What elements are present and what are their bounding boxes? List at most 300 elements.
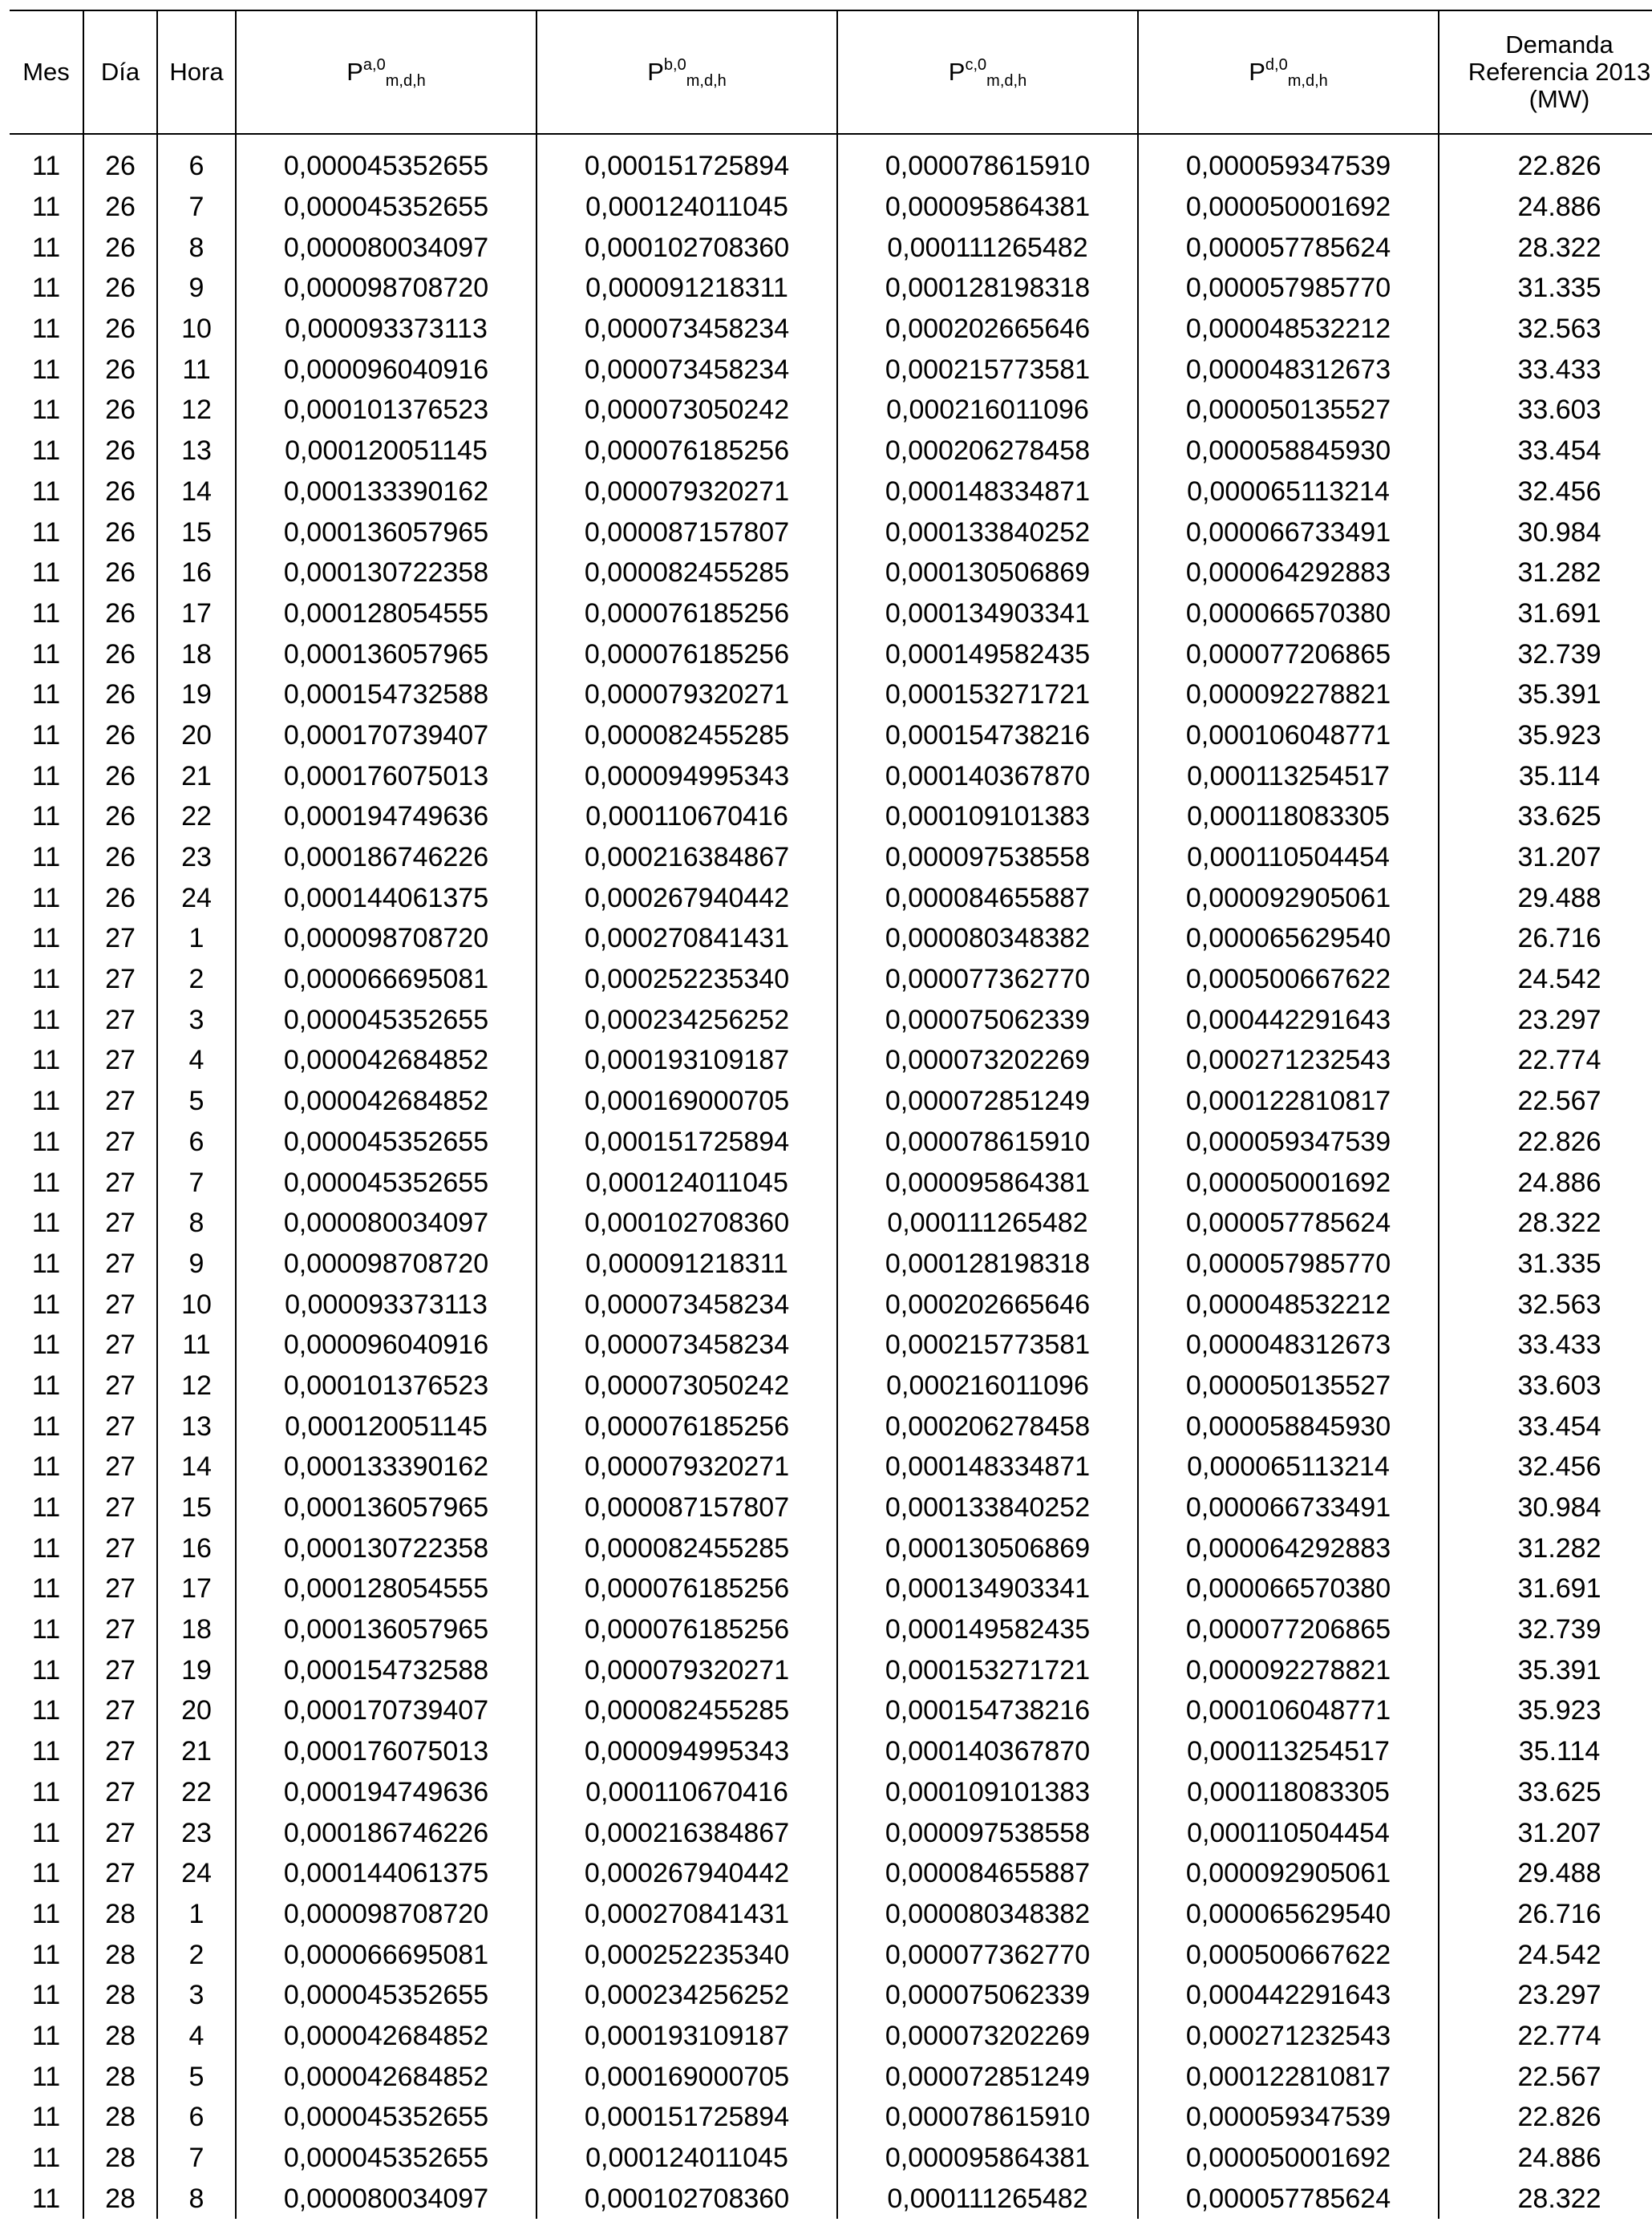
cell-dia: 27 [83, 1244, 157, 1285]
table-row [10, 1975, 1652, 2016]
header-pc-base: P [948, 58, 966, 86]
cell-mes: 11 [31, 1289, 61, 1320]
cell-pc: 0,000073202269 [837, 1040, 1138, 1081]
cell-dia: 27 [83, 1284, 157, 1325]
cell-demanda: 23.297 [1439, 999, 1652, 1040]
cell-demanda: 31.691 [1439, 593, 1652, 634]
table-row [10, 633, 1652, 674]
cell-hora: 21 [157, 1731, 236, 1772]
cell-pd: 0,000048312673 [1138, 349, 1439, 390]
cell-mes: 11 [31, 1654, 61, 1686]
cell-mes: 11 [31, 1167, 61, 1198]
cell-pd: 0,000057785624 [1138, 227, 1439, 268]
cell-pc: 0,000109101383 [837, 1772, 1138, 1813]
cell-hora: 1 [157, 1894, 236, 1935]
cell-pd: 0,000106048771 [1138, 715, 1439, 756]
table-row [10, 1447, 1652, 1487]
cell-pa: 0,000098708720 [236, 268, 536, 309]
cell-pa: 0,000045352655 [236, 187, 536, 228]
cell-pb: 0,000076185256 [536, 1609, 837, 1650]
cell-demanda: 31.207 [1439, 837, 1652, 878]
cell-pa: 0,000170739407 [236, 1690, 536, 1731]
cell-pb: 0,000091218311 [536, 1244, 837, 1285]
cell-pd: 0,000057785624 [1138, 1203, 1439, 1244]
table-row [10, 2178, 1652, 2219]
cell-pa: 0,000101376523 [236, 390, 536, 431]
cell-pc: 0,000095864381 [837, 187, 1138, 228]
cell-pa: 0,000120051145 [236, 1406, 536, 1447]
cell-mes: 11 [31, 395, 61, 426]
cell-pb: 0,000076185256 [536, 633, 837, 674]
cell-pb: 0,000216384867 [536, 1812, 837, 1853]
cell-hora: 19 [157, 1649, 236, 1690]
cell-pa: 0,000136057965 [236, 512, 536, 552]
header-pa-base: P [346, 58, 363, 86]
cell-pc: 0,000216011096 [837, 1366, 1138, 1406]
cell-pa: 0,000130722358 [236, 1528, 536, 1568]
cell-demanda: 22.774 [1439, 1040, 1652, 1081]
cell-pb: 0,000087157807 [536, 512, 837, 552]
cell-hora: 18 [157, 633, 236, 674]
cell-hora: 23 [157, 1812, 236, 1853]
table-row [10, 227, 1652, 268]
table-row [10, 1366, 1652, 1406]
cell-pd: 0,000500667622 [1138, 1934, 1439, 1975]
cell-dia: 26 [83, 349, 157, 390]
cell-pb: 0,000234256252 [536, 999, 837, 1040]
cell-pd: 0,000064292883 [1138, 552, 1439, 593]
cell-pb: 0,000234256252 [536, 1975, 837, 2016]
cell-hora: 14 [157, 1447, 236, 1487]
cell-demanda: 33.454 [1439, 1406, 1652, 1447]
cell-dia: 26 [83, 755, 157, 796]
cell-pd: 0,000057985770 [1138, 1244, 1439, 1285]
cell-pd: 0,000113254517 [1138, 1731, 1439, 1772]
header-pb-sup: b,0 [663, 55, 686, 74]
cell-hora: 12 [157, 1366, 236, 1406]
table-row [10, 2056, 1652, 2097]
cell-pc: 0,000154738216 [837, 1690, 1138, 1731]
cell-mes: 11 [31, 192, 61, 223]
cell-dia: 26 [83, 633, 157, 674]
cell-mes: 11 [31, 232, 61, 263]
header-demanda-line3: (MW) [1529, 85, 1590, 113]
cell-dia: 26 [83, 431, 157, 472]
header-pc-sub: m,d,h [986, 72, 1027, 91]
cell-demanda: 22.567 [1439, 1081, 1652, 1122]
cell-pa: 0,000093373113 [236, 309, 536, 350]
table-row [10, 2097, 1652, 2138]
cell-pd: 0,000065629540 [1138, 918, 1439, 959]
table-row [10, 999, 1652, 1040]
cell-pc: 0,000077362770 [837, 959, 1138, 1000]
cell-pa: 0,000098708720 [236, 918, 536, 959]
cell-pa: 0,000045352655 [236, 2138, 536, 2179]
cell-dia: 27 [83, 1487, 157, 1528]
cell-pb: 0,000094995343 [536, 755, 837, 796]
cell-pd: 0,000122810817 [1138, 2056, 1439, 2097]
table-row [10, 1812, 1652, 1853]
header-demanda-line2: Referencia 2013 [1468, 58, 1651, 86]
cell-mes: 11 [31, 1045, 61, 1076]
cell-pc: 0,000149582435 [837, 633, 1138, 674]
cell-pd: 0,000118083305 [1138, 1772, 1439, 1813]
cell-pc: 0,000134903341 [837, 593, 1138, 634]
cell-demanda: 33.603 [1439, 390, 1652, 431]
cell-hora: 14 [157, 472, 236, 512]
cell-mes: 11 [31, 719, 61, 751]
cell-demanda: 22.826 [1439, 134, 1652, 187]
cell-pa: 0,000176075013 [236, 755, 536, 796]
cell-pa: 0,000136057965 [236, 1609, 536, 1650]
cell-hora: 17 [157, 1568, 236, 1609]
cell-pc: 0,000075062339 [837, 1975, 1138, 2016]
table-row [10, 1406, 1652, 1447]
cell-hora: 22 [157, 1772, 236, 1813]
table-row [10, 1934, 1652, 1975]
cell-mes: 11 [31, 516, 61, 548]
cell-dia: 27 [83, 1325, 157, 1366]
cell-pa: 0,000170739407 [236, 715, 536, 756]
cell-mes: 11 [31, 2020, 61, 2051]
table-row [10, 390, 1652, 431]
cell-pc: 0,000133840252 [837, 1487, 1138, 1528]
cell-hora: 9 [157, 268, 236, 309]
cell-pa: 0,000080034097 [236, 2178, 536, 2219]
cell-hora: 1 [157, 918, 236, 959]
cell-pa: 0,000096040916 [236, 1325, 536, 1366]
table-row [10, 1772, 1652, 1813]
cell-dia: 27 [83, 959, 157, 1000]
cell-pb: 0,000076185256 [536, 1406, 837, 1447]
cell-dia: 28 [83, 2016, 157, 2057]
cell-pd: 0,000271232543 [1138, 1040, 1439, 1081]
cell-pb: 0,000073050242 [536, 1366, 837, 1406]
cell-pa: 0,000080034097 [236, 227, 536, 268]
cell-mes: 11 [31, 1330, 61, 1361]
cell-demanda: 31.207 [1439, 1812, 1652, 1853]
cell-pd: 0,000058845930 [1138, 1406, 1439, 1447]
cell-pd: 0,000048532212 [1138, 1284, 1439, 1325]
demand-table [10, 10, 1652, 2219]
cell-demanda: 35.391 [1439, 1649, 1652, 1690]
cell-pd: 0,000442291643 [1138, 1975, 1439, 2016]
cell-hora: 7 [157, 187, 236, 228]
cell-pd: 0,000110504454 [1138, 837, 1439, 878]
cell-pc: 0,000206278458 [837, 1406, 1138, 1447]
cell-pa: 0,000133390162 [236, 472, 536, 512]
cell-mes: 11 [31, 1980, 61, 2011]
cell-demanda: 24.886 [1439, 1162, 1652, 1203]
table-row [10, 1690, 1652, 1731]
header-pb [536, 10, 837, 134]
cell-pa: 0,000186746226 [236, 1812, 536, 1853]
cell-demanda: 28.322 [1439, 2178, 1652, 2219]
cell-demanda: 30.984 [1439, 1487, 1652, 1528]
cell-mes: 11 [31, 435, 61, 467]
cell-demanda: 35.923 [1439, 715, 1652, 756]
cell-hora: 18 [157, 1609, 236, 1650]
cell-demanda: 24.886 [1439, 187, 1652, 228]
cell-pb: 0,000169000705 [536, 1081, 837, 1122]
cell-pb: 0,000073458234 [536, 1325, 837, 1366]
cell-mes: 11 [31, 2143, 61, 2174]
cell-dia: 27 [83, 1853, 157, 1894]
cell-pa: 0,000144061375 [236, 877, 536, 918]
table-row [10, 1040, 1652, 1081]
table-row [10, 349, 1652, 390]
cell-demanda: 32.456 [1439, 472, 1652, 512]
cell-pc: 0,000149582435 [837, 1609, 1138, 1650]
cell-dia: 27 [83, 1447, 157, 1487]
cell-pb: 0,000087157807 [536, 1487, 837, 1528]
cell-demanda: 24.886 [1439, 2138, 1652, 2179]
cell-pb: 0,000110670416 [536, 1772, 837, 1813]
cell-pc: 0,000148334871 [837, 472, 1138, 512]
cell-pa: 0,000128054555 [236, 593, 536, 634]
cell-mes: 11 [31, 1858, 61, 1889]
table-row [10, 1894, 1652, 1935]
cell-hora: 23 [157, 837, 236, 878]
cell-pb: 0,000082455285 [536, 1528, 837, 1568]
cell-pa: 0,000042684852 [236, 1040, 536, 1081]
cell-demanda: 23.297 [1439, 1975, 1652, 2016]
cell-hora: 17 [157, 593, 236, 634]
cell-demanda: 32.563 [1439, 1284, 1652, 1325]
cell-pd: 0,000110504454 [1138, 1812, 1439, 1853]
cell-pa: 0,000133390162 [236, 1447, 536, 1487]
cell-pd: 0,000113254517 [1138, 755, 1439, 796]
cell-mes: 11 [31, 638, 61, 670]
cell-pc: 0,000206278458 [837, 431, 1138, 472]
cell-hora: 9 [157, 1244, 236, 1285]
cell-mes: 11 [31, 760, 61, 791]
cell-hora: 15 [157, 512, 236, 552]
table-header [10, 10, 1652, 134]
cell-pb: 0,000102708360 [536, 2178, 837, 2219]
cell-pd: 0,000092905061 [1138, 1853, 1439, 1894]
cell-dia: 27 [83, 1812, 157, 1853]
cell-mes: 11 [31, 476, 61, 507]
cell-demanda: 32.739 [1439, 633, 1652, 674]
cell-pc: 0,000215773581 [837, 349, 1138, 390]
cell-hora: 6 [157, 1122, 236, 1163]
cell-pb: 0,000151725894 [536, 134, 837, 187]
cell-pb: 0,000270841431 [536, 1894, 837, 1935]
cell-pa: 0,000045352655 [236, 134, 536, 187]
cell-pc: 0,000078615910 [837, 2097, 1138, 2138]
cell-pa: 0,000194749636 [236, 796, 536, 837]
cell-hora: 11 [157, 1325, 236, 1366]
cell-pb: 0,000102708360 [536, 1203, 837, 1244]
cell-mes: 11 [31, 597, 61, 629]
header-pd-base: P [1249, 58, 1265, 86]
cell-pc: 0,000216011096 [837, 390, 1138, 431]
cell-hora: 4 [157, 1040, 236, 1081]
cell-hora: 11 [157, 349, 236, 390]
header-pd-sub: m,d,h [1287, 72, 1328, 91]
cell-pc: 0,000130506869 [837, 1528, 1138, 1568]
cell-pd: 0,000066733491 [1138, 512, 1439, 552]
cell-pa: 0,000130722358 [236, 552, 536, 593]
table-body [10, 134, 1652, 2219]
header-pa-sub: m,d,h [385, 72, 426, 91]
cell-mes: 11 [31, 1451, 61, 1483]
table-row [10, 796, 1652, 837]
header-row [10, 10, 1652, 134]
cell-pa: 0,000120051145 [236, 431, 536, 472]
cell-dia: 27 [83, 1690, 157, 1731]
cell-pd: 0,000059347539 [1138, 2097, 1439, 2138]
cell-pc: 0,000128198318 [837, 1244, 1138, 1285]
cell-pd: 0,000065629540 [1138, 1894, 1439, 1935]
table-row [10, 1609, 1652, 1650]
cell-mes: 11 [31, 964, 61, 995]
cell-pc: 0,000095864381 [837, 2138, 1138, 2179]
cell-hora: 24 [157, 1853, 236, 1894]
header-pa-sup: a,0 [362, 55, 386, 74]
cell-mes: 11 [31, 354, 61, 385]
cell-dia: 27 [83, 1609, 157, 1650]
cell-pa: 0,000080034097 [236, 1203, 536, 1244]
cell-dia: 27 [83, 1203, 157, 1244]
cell-demanda: 31.335 [1439, 1244, 1652, 1285]
cell-pc: 0,000140367870 [837, 755, 1138, 796]
cell-pa: 0,000066695081 [236, 1934, 536, 1975]
cell-pa: 0,000128054555 [236, 1568, 536, 1609]
cell-dia: 27 [83, 1772, 157, 1813]
cell-pc: 0,000075062339 [837, 999, 1138, 1040]
cell-pb: 0,000252235340 [536, 959, 837, 1000]
header-pa [236, 10, 536, 134]
table-row [10, 1122, 1652, 1163]
cell-demanda: 33.625 [1439, 796, 1652, 837]
cell-demanda: 24.542 [1439, 1934, 1652, 1975]
cell-pd: 0,000122810817 [1138, 1081, 1439, 1122]
table-row [10, 2138, 1652, 2179]
cell-mes: 11 [31, 273, 61, 304]
cell-mes: 11 [31, 2102, 61, 2133]
header-demanda-line1: Demanda [1505, 30, 1614, 59]
cell-hora: 5 [157, 2056, 236, 2097]
cell-pb: 0,000270841431 [536, 918, 837, 959]
cell-hora: 3 [157, 999, 236, 1040]
table-row [10, 512, 1652, 552]
cell-demanda: 32.739 [1439, 1609, 1652, 1650]
cell-pb: 0,000216384867 [536, 837, 837, 878]
cell-hora: 6 [157, 2097, 236, 2138]
header-mes: Mes [10, 10, 83, 134]
cell-mes: 11 [31, 801, 61, 832]
cell-mes: 11 [31, 2183, 61, 2214]
cell-pa: 0,000144061375 [236, 1853, 536, 1894]
cell-hora: 12 [157, 390, 236, 431]
table-row [10, 715, 1652, 756]
cell-demanda: 22.774 [1439, 2016, 1652, 2057]
cell-pd: 0,000092278821 [1138, 674, 1439, 715]
cell-demanda: 28.322 [1439, 227, 1652, 268]
cell-pc: 0,000084655887 [837, 877, 1138, 918]
cell-pc: 0,000111265482 [837, 2178, 1138, 2219]
table-row [10, 1528, 1652, 1568]
cell-pa: 0,000045352655 [236, 1975, 536, 2016]
cell-pc: 0,000072851249 [837, 1081, 1138, 1122]
cell-pb: 0,000076185256 [536, 431, 837, 472]
table-row [10, 552, 1652, 593]
cell-hora: 6 [157, 134, 236, 187]
cell-pd: 0,000442291643 [1138, 999, 1439, 1040]
cell-pb: 0,000267940442 [536, 877, 837, 918]
cell-pb: 0,000151725894 [536, 2097, 837, 2138]
cell-pa: 0,000042684852 [236, 2056, 536, 2097]
cell-dia: 28 [83, 2178, 157, 2219]
cell-demanda: 35.114 [1439, 1731, 1652, 1772]
cell-pd: 0,000500667622 [1138, 959, 1439, 1000]
cell-pb: 0,000267940442 [536, 1853, 837, 1894]
cell-pa: 0,000101376523 [236, 1366, 536, 1406]
cell-demanda: 33.603 [1439, 1366, 1652, 1406]
cell-dia: 26 [83, 134, 157, 187]
cell-dia: 28 [83, 1894, 157, 1935]
cell-pb: 0,000076185256 [536, 593, 837, 634]
cell-demanda: 33.433 [1439, 1325, 1652, 1366]
table-row [10, 1853, 1652, 1894]
cell-pc: 0,000078615910 [837, 134, 1138, 187]
table-row [10, 472, 1652, 512]
cell-hora: 19 [157, 674, 236, 715]
cell-dia: 26 [83, 796, 157, 837]
cell-mes: 11 [31, 842, 61, 873]
cell-mes: 11 [31, 882, 61, 913]
cell-dia: 27 [83, 918, 157, 959]
cell-pa: 0,000045352655 [236, 2097, 536, 2138]
cell-pd: 0,000050001692 [1138, 2138, 1439, 2179]
cell-pd: 0,000271232543 [1138, 2016, 1439, 2057]
table-row [10, 431, 1652, 472]
cell-hora: 7 [157, 1162, 236, 1203]
cell-pd: 0,000057985770 [1138, 268, 1439, 309]
header-pc [837, 10, 1138, 134]
cell-pa: 0,000098708720 [236, 1244, 536, 1285]
cell-mes: 11 [31, 1004, 61, 1035]
cell-mes: 11 [31, 557, 61, 589]
cell-pa: 0,000154732588 [236, 674, 536, 715]
cell-hora: 16 [157, 552, 236, 593]
cell-mes: 11 [31, 151, 61, 182]
cell-pc: 0,000097538558 [837, 1812, 1138, 1853]
cell-dia: 26 [83, 552, 157, 593]
cell-pb: 0,000082455285 [536, 552, 837, 593]
cell-demanda: 35.391 [1439, 674, 1652, 715]
cell-pd: 0,000077206865 [1138, 1609, 1439, 1650]
cell-pb: 0,000079320271 [536, 1649, 837, 1690]
cell-pb: 0,000124011045 [536, 1162, 837, 1203]
cell-pa: 0,000186746226 [236, 837, 536, 878]
table-row [10, 755, 1652, 796]
cell-dia: 28 [83, 2138, 157, 2179]
cell-pb: 0,000193109187 [536, 1040, 837, 1081]
cell-pb: 0,000076185256 [536, 1568, 837, 1609]
cell-mes: 11 [31, 1126, 61, 1157]
header-dia: Día [83, 10, 157, 134]
cell-dia: 26 [83, 472, 157, 512]
cell-pd: 0,000066570380 [1138, 593, 1439, 634]
cell-dia: 27 [83, 1731, 157, 1772]
cell-hora: 10 [157, 1284, 236, 1325]
cell-dia: 26 [83, 187, 157, 228]
cell-mes: 11 [31, 1492, 61, 1524]
cell-pb: 0,000124011045 [536, 2138, 837, 2179]
